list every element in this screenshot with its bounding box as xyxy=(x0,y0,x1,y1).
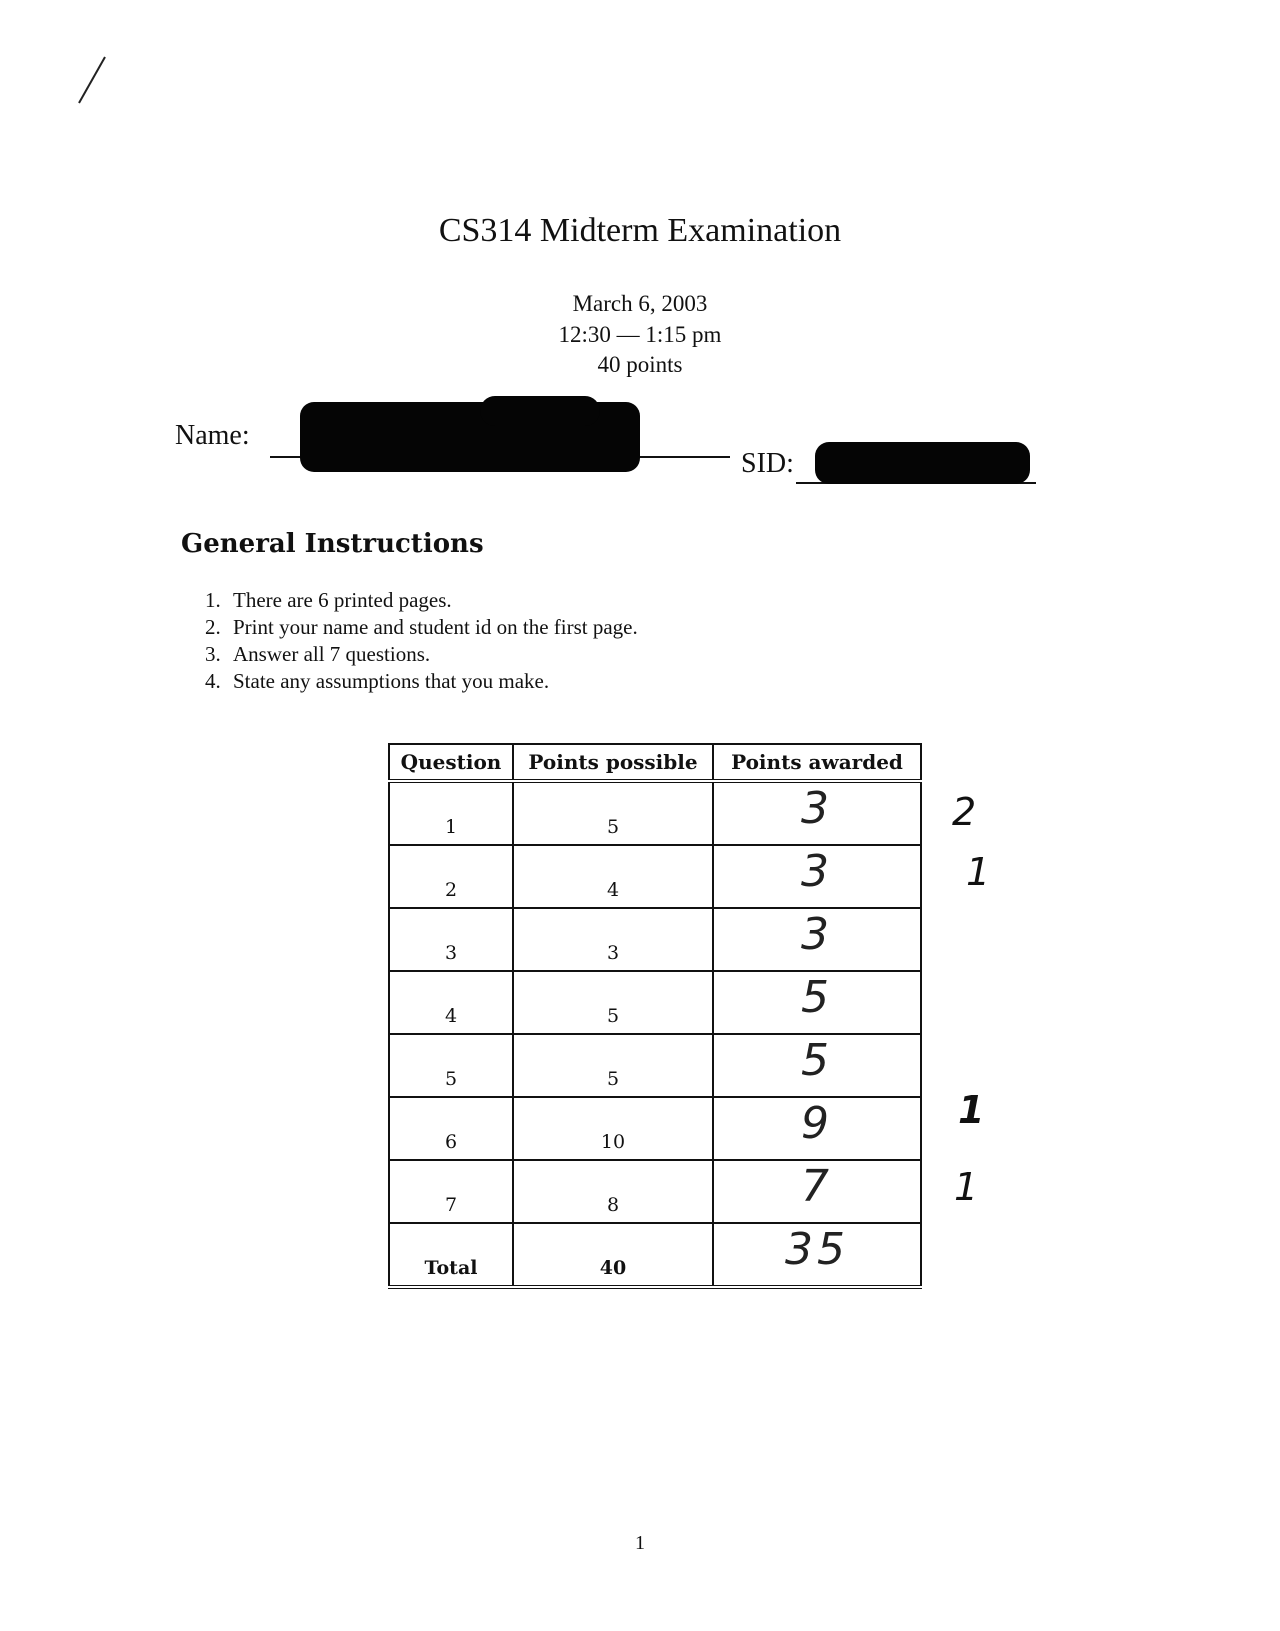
margin-mark: 1 xyxy=(958,1088,985,1132)
awarded-cell xyxy=(713,845,921,908)
sid-redaction xyxy=(815,442,1030,484)
total-row xyxy=(389,1223,921,1287)
total-label-cell: Total xyxy=(389,1223,513,1287)
question-cell: 4 xyxy=(389,971,513,1034)
instructions-list xyxy=(205,588,638,696)
handwritten-score: 5 xyxy=(801,972,833,1023)
possible-cell: 3 xyxy=(513,908,713,971)
exam-points: 40 points xyxy=(597,352,683,377)
possible-cell: 5 xyxy=(513,1034,713,1097)
handwritten-score: 9 xyxy=(801,1098,833,1149)
table-row xyxy=(389,1097,921,1160)
total-awarded-cell xyxy=(713,1223,921,1287)
question-cell: 6 xyxy=(389,1097,513,1160)
page-number: 1 xyxy=(635,1532,645,1554)
instruction-item: 2. Print your name and student id on the first page. xyxy=(205,615,638,639)
possible-cell: 4 xyxy=(513,845,713,908)
pen-slash-mark xyxy=(75,55,115,105)
table-row xyxy=(389,908,921,971)
possible-cell: 8 xyxy=(513,1160,713,1223)
instruction-item: 4. State any assumptions that you make. xyxy=(205,669,550,693)
margin-mark: 1 xyxy=(954,1165,979,1209)
total-possible-cell: 40 xyxy=(513,1223,713,1287)
handwritten-total: 35 xyxy=(785,1224,849,1275)
possible-cell: 5 xyxy=(513,781,713,845)
instruction-item: 1. There are 6 printed pages. xyxy=(205,588,452,612)
question-cell: 1 xyxy=(389,781,513,845)
column-header-question: Question xyxy=(389,744,513,781)
table-row xyxy=(389,1034,921,1097)
name-label: Name: xyxy=(175,420,250,451)
awarded-cell xyxy=(713,1034,921,1097)
table-row xyxy=(389,971,921,1034)
score-table xyxy=(388,743,922,1289)
instruction-item: 3. Answer all 7 questions. xyxy=(205,642,431,666)
question-cell: 5 xyxy=(389,1034,513,1097)
question-cell: 7 xyxy=(389,1160,513,1223)
column-header-points-possible: Points possible xyxy=(513,744,713,781)
possible-cell: 10 xyxy=(513,1097,713,1160)
handwritten-score: 3 xyxy=(801,783,833,834)
exam-title: CS314 Midterm Examination xyxy=(438,212,842,249)
table-row xyxy=(389,1160,921,1223)
awarded-cell xyxy=(713,1160,921,1223)
margin-mark: 2 xyxy=(952,790,977,834)
sid-label: SID: xyxy=(741,448,794,479)
awarded-cell xyxy=(713,781,921,845)
table-row xyxy=(389,845,921,908)
handwritten-score: 5 xyxy=(801,1035,833,1086)
handwritten-score: 3 xyxy=(801,909,833,960)
possible-cell: 5 xyxy=(513,971,713,1034)
table-row xyxy=(389,781,921,845)
question-cell: 3 xyxy=(389,908,513,971)
awarded-cell xyxy=(713,908,921,971)
handwritten-score: 7 xyxy=(801,1161,833,1212)
handwritten-score: 3 xyxy=(801,846,833,897)
awarded-cell xyxy=(713,1097,921,1160)
column-header-points-awarded: Points awarded xyxy=(713,744,921,781)
awarded-cell xyxy=(713,971,921,1034)
exam-date: March 6, 2003 xyxy=(572,291,708,316)
name-redaction-top xyxy=(480,396,600,426)
score-table-header xyxy=(389,744,921,781)
margin-mark: 1 xyxy=(966,850,991,894)
section-heading: General Instructions xyxy=(181,529,484,559)
exam-time: 12:30 — 1:15 pm xyxy=(558,322,722,347)
question-cell: 2 xyxy=(389,845,513,908)
